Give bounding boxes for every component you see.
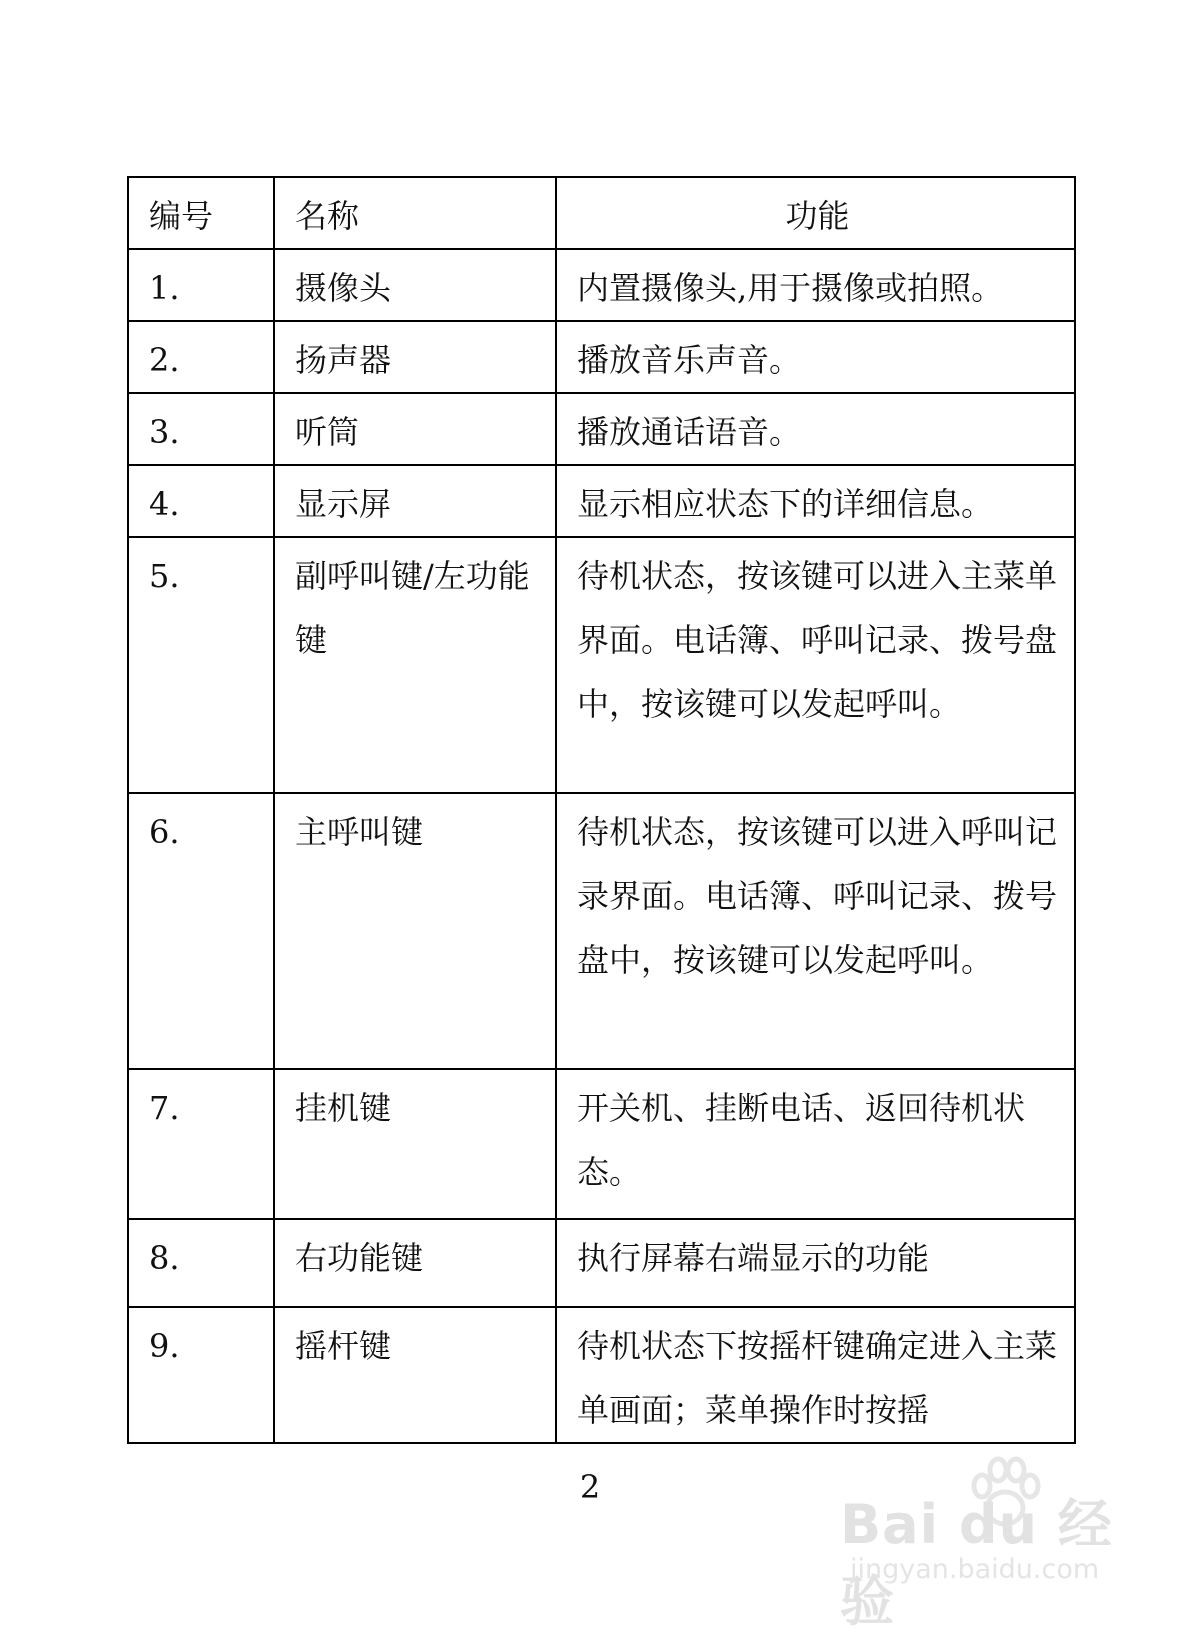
watermark-logo: Bai du 经验 (840, 1493, 1113, 1633)
row-number: 5. (128, 537, 274, 793)
row-function: 待机状态，按该键可以进入呼叫记录界面。电话簿、呼叫记录、拨号盘中，按该键可以发起呼叫。 (556, 793, 1075, 1069)
table-header-row (128, 177, 1075, 249)
row-name: 扬声器 (274, 321, 556, 393)
row-function: 内置摄像头,用于摄像或拍照。 (556, 249, 1075, 321)
table-row (128, 465, 1075, 537)
row-name: 摄像头 (274, 249, 556, 321)
row-name: 显示屏 (274, 465, 556, 537)
row-number: 8. (128, 1219, 274, 1307)
table-row (128, 1219, 1075, 1307)
row-name: 听筒 (274, 393, 556, 465)
row-number: 1. (128, 249, 274, 321)
header-number: 编号 (128, 177, 274, 249)
row-name: 挂机键 (274, 1069, 556, 1219)
table-row (128, 537, 1075, 793)
table-row (128, 1307, 1075, 1443)
function-table (127, 176, 1076, 1444)
row-name: 副呼叫键/左功能键 (274, 537, 556, 793)
row-function: 显示相应状态下的详细信息。 (556, 465, 1075, 537)
row-number: 9. (128, 1307, 274, 1443)
table-row (128, 793, 1075, 1069)
table-row (128, 321, 1075, 393)
header-function: 功能 (556, 177, 1075, 249)
row-number: 4. (128, 465, 274, 537)
table-row (128, 1069, 1075, 1219)
row-number: 3. (128, 393, 274, 465)
row-number: 7. (128, 1069, 274, 1219)
watermark-url: jingyan.baidu.com (850, 1554, 1100, 1585)
header-name: 名称 (274, 177, 556, 249)
row-function: 播放音乐声音。 (556, 321, 1075, 393)
row-name: 摇杆键 (274, 1307, 556, 1443)
table-row (128, 393, 1075, 465)
row-function: 播放通话语音。 (556, 393, 1075, 465)
table-row (128, 249, 1075, 321)
row-function: 执行屏幕右端显示的功能 (556, 1219, 1075, 1307)
row-name: 右功能键 (274, 1219, 556, 1307)
row-function: 开关机、挂断电话、返回待机状态。 (556, 1069, 1075, 1219)
row-name: 主呼叫键 (274, 793, 556, 1069)
row-function: 待机状态，按该键可以进入主菜单界面。电话簿、呼叫记录、拨号盘中，按该键可以发起呼叫。 (556, 537, 1075, 793)
page-number: 2 (579, 1468, 601, 1506)
baidu-jingyan-watermark (820, 1450, 1140, 1633)
row-number: 6. (128, 793, 274, 1069)
row-number: 2. (128, 321, 274, 393)
row-function: 待机状态下按摇杆键确定进入主菜单画面；菜单操作时按摇 (556, 1307, 1075, 1443)
